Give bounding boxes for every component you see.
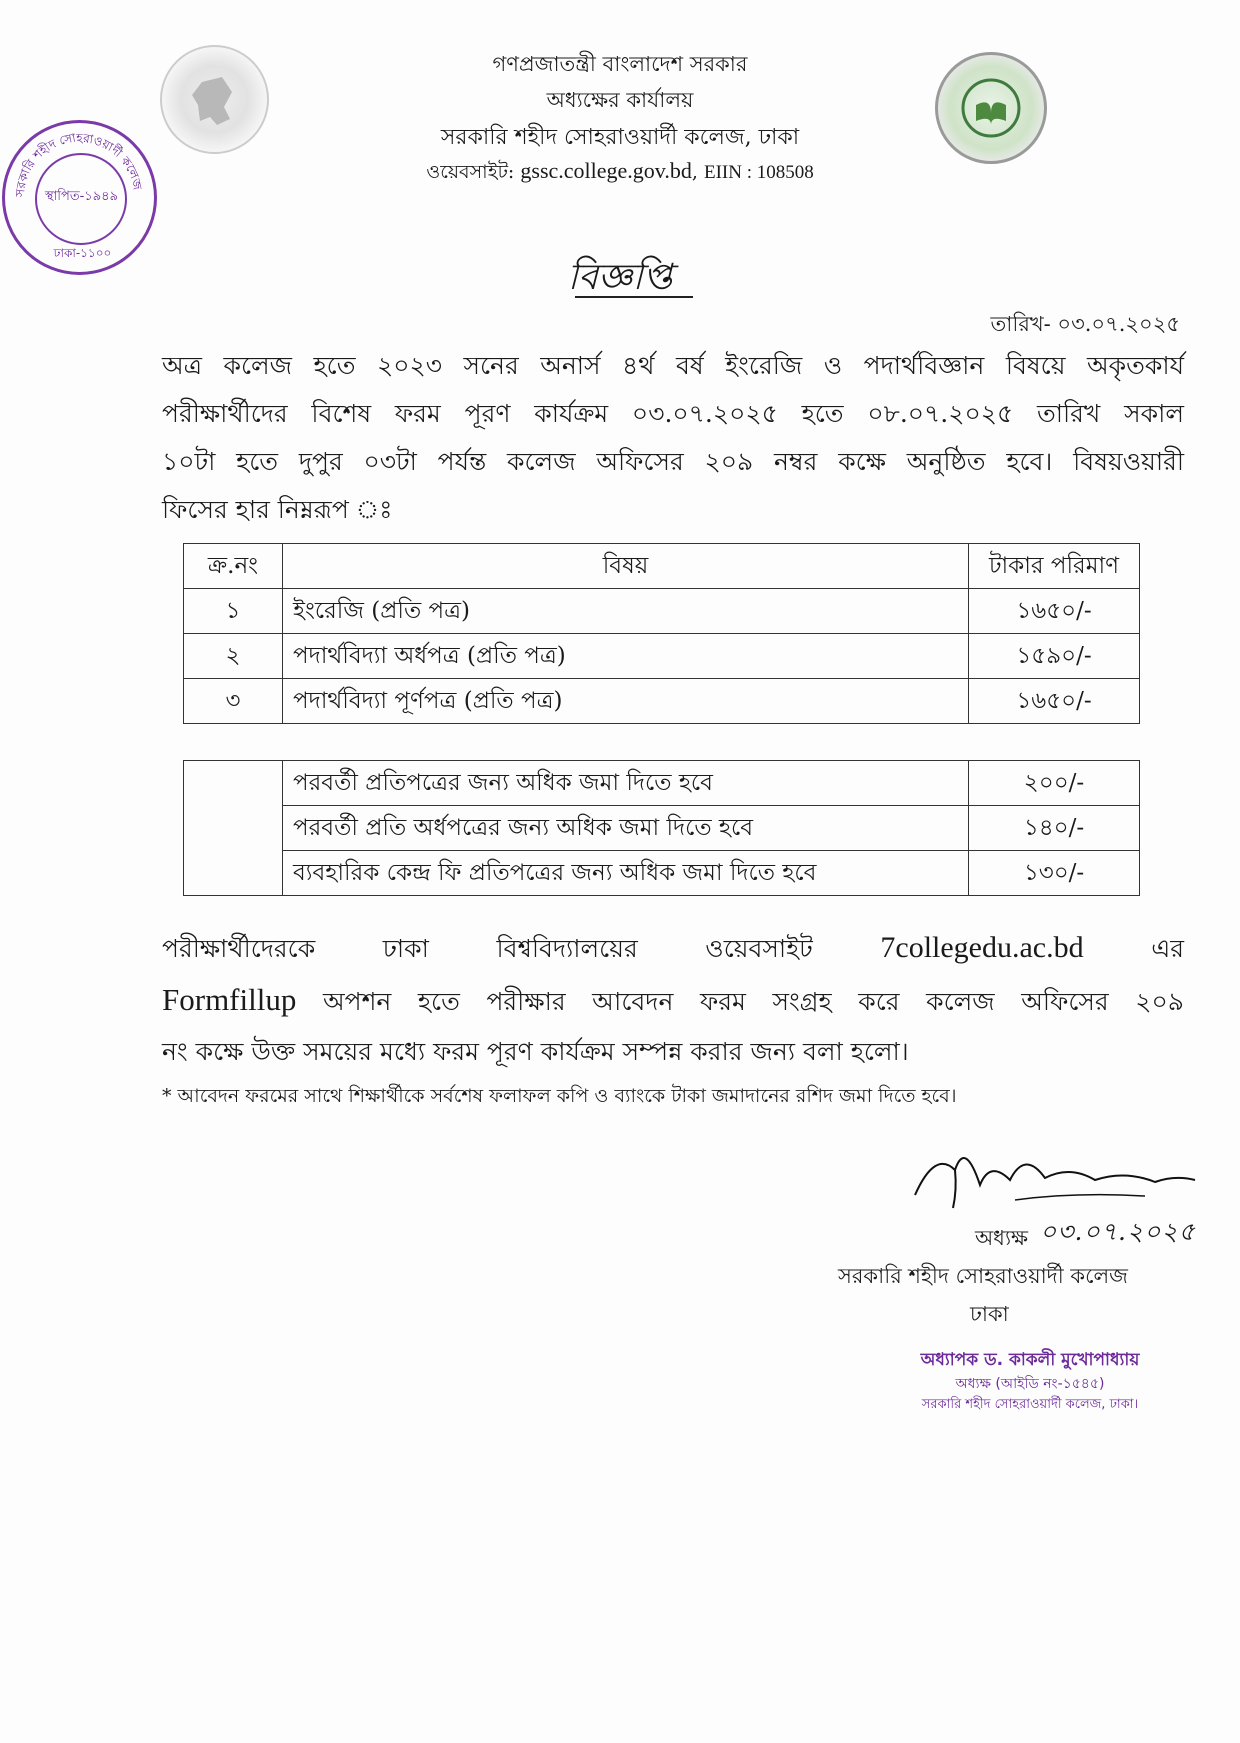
row-subject: পদার্থবিদ্যা অর্ধপত্র (প্রতি পত্র) bbox=[283, 634, 969, 679]
row-amount: ২০০/- bbox=[969, 761, 1140, 806]
row-serial: ২ bbox=[184, 634, 283, 679]
table-row bbox=[184, 589, 1140, 634]
body-line-3: ১০টা হতে দুপুর ০৩টা পর্যন্ত কলেজ অফিসের ২০৯ নম্বর কক্ষে অনুষ্ঠিত হবে। বিষয়ওয়ারী bbox=[162, 447, 1184, 476]
body-line-1: অত্র কলেজ হতে ২০২৩ সনের অনার্স ৪র্থ বর্ষ ইংরেজি ও পদার্থবিজ্ঞান বিষয়ে অকৃতকার্য bbox=[162, 351, 1184, 380]
table-header-row bbox=[184, 544, 1140, 589]
fee-table bbox=[183, 543, 1140, 724]
principal-signature bbox=[895, 1130, 1225, 1220]
empty-cell bbox=[184, 761, 283, 896]
instruction-line-2 bbox=[162, 976, 1184, 1026]
formfillup-option: Formfillup bbox=[162, 982, 297, 1017]
table-row bbox=[184, 851, 1140, 896]
seal-established-text: স্থাপিত-১৯৪৯ bbox=[44, 189, 119, 204]
table-row bbox=[184, 634, 1140, 679]
website-line: ওয়েবসাইট: gssc.college.gov.bd, EIIN : 108508 bbox=[426, 158, 814, 183]
handwritten-date: ০৩.০৭.২০২৫ bbox=[1040, 1217, 1196, 1246]
notice-title: বিজ্ঞপ্তি bbox=[567, 257, 673, 298]
eiin-number: EIIN : 108508 bbox=[703, 162, 814, 183]
website-link[interactable]: gssc.college.gov.bd bbox=[520, 158, 692, 183]
principal-title: অধ্যক্ষ bbox=[975, 1226, 1029, 1250]
table-row bbox=[184, 679, 1140, 724]
row-serial: ১ bbox=[184, 589, 283, 634]
row-amount: ১৫৯০/- bbox=[969, 634, 1140, 679]
title-underline bbox=[575, 296, 693, 298]
college-name: সরকারি শহীদ সোহরাওয়ার্দী কলেজ, ঢাকা bbox=[440, 125, 800, 150]
signature-college: সরকারি শহীদ সোহরাওয়ার্দী কলেজ bbox=[838, 1264, 1128, 1288]
instruction-line-3: নং কক্ষে উক্ত সময়ের মধ্যে ফরম পূরণ কার্যক্রম সম্পন্ন করার জন্য বলা হলো। bbox=[162, 1037, 909, 1066]
row-serial: ৩ bbox=[184, 679, 283, 724]
row-subject: পদার্থবিদ্যা পূর্ণপত্র (প্রতি পত্র) bbox=[283, 679, 969, 724]
instruction-website-link[interactable]: 7collegedu.ac.bd bbox=[880, 931, 1084, 964]
stamp-designation: অধ্যক্ষ (আইডি নং-১৫৪৫) bbox=[955, 1376, 1105, 1392]
instruction-text: পরীক্ষার্থীদেরকে ঢাকা বিশ্ববিদ্যালয়ের ওয়েবসাইট bbox=[162, 934, 813, 963]
header-subject: বিষয় bbox=[283, 544, 969, 589]
instruction-text: এর bbox=[1151, 934, 1184, 963]
row-amount: ১৬৫০/- bbox=[969, 679, 1140, 724]
header-amount: টাকার পরিমাণ bbox=[969, 544, 1140, 589]
row-subject: পরবর্তী প্রতিপত্রের জন্য অধিক জমা দিতে হবে bbox=[283, 761, 969, 806]
instruction-text: অপশন হতে পরীক্ষার আবেদন ফরম সংগ্রহ করে কলেজ অফিসের ২০৯ bbox=[322, 987, 1184, 1016]
footnote: * আবেদন ফরমের সাথে শিক্ষার্থীকে সর্বশেষ ফলাফল কপি ও ব্যাংকে টাকা জমাদানের রশিদ জমা দিতে হবে। bbox=[162, 1085, 957, 1107]
government-name: গণপ্রজাতন্ত্রী বাংলাদেশ সরকার bbox=[492, 52, 748, 76]
row-amount: ১৪০/- bbox=[969, 806, 1140, 851]
body-line-4: ফিসের হার নিম্নরূপ ঃ bbox=[162, 495, 393, 524]
stamp-college: সরকারি শহীদ সোহরাওয়ার্দী কলেজ, ঢাকা। bbox=[921, 1397, 1139, 1412]
signature-city: ঢাকা bbox=[970, 1302, 1009, 1326]
website-label: ওয়েবসাইট: bbox=[426, 161, 515, 183]
stamp-name: অধ্যাপক ড. কাকলী মুখোপাধ্যায় bbox=[920, 1350, 1140, 1370]
office-name: অধ্যক্ষের কার্যালয় bbox=[546, 88, 694, 112]
table-row bbox=[184, 761, 1140, 806]
row-subject: পরবর্তী প্রতি অর্ধপত্রের জন্য অধিক জমা দিতে হবে bbox=[283, 806, 969, 851]
table-row bbox=[184, 806, 1140, 851]
row-amount: ১৩০/- bbox=[969, 851, 1140, 896]
svg-text:সরকারি শহীদ সোহরাওয়ার্দী কলেজ: সরকারি শহীদ সোহরাওয়ার্দী কলেজ bbox=[12, 130, 145, 198]
row-amount: ১৬৫০/- bbox=[969, 589, 1140, 634]
notice-date: তারিখ- ০৩.০৭.২০২৫ bbox=[990, 312, 1180, 336]
extra-fee-table bbox=[183, 760, 1140, 896]
header-serial: ক্র.নং bbox=[184, 544, 283, 589]
instruction-line-1 bbox=[162, 924, 1184, 973]
seal-city-text: ঢাকা-১১০০ bbox=[53, 246, 112, 260]
row-subject: ইংরেজি (প্রতি পত্র) bbox=[283, 589, 969, 634]
body-line-2: পরীক্ষার্থীদের বিশেষ ফরম পূরণ কার্যক্রম ০৩.০৭.২০২৫ হতে ০৮.০৭.২০২৫ তারিখ সকাল bbox=[162, 399, 1184, 428]
row-subject: ব্যবহারিক কেন্দ্র ফি প্রতিপত্রের জন্য অধিক জমা দিতে হবে bbox=[283, 851, 969, 896]
